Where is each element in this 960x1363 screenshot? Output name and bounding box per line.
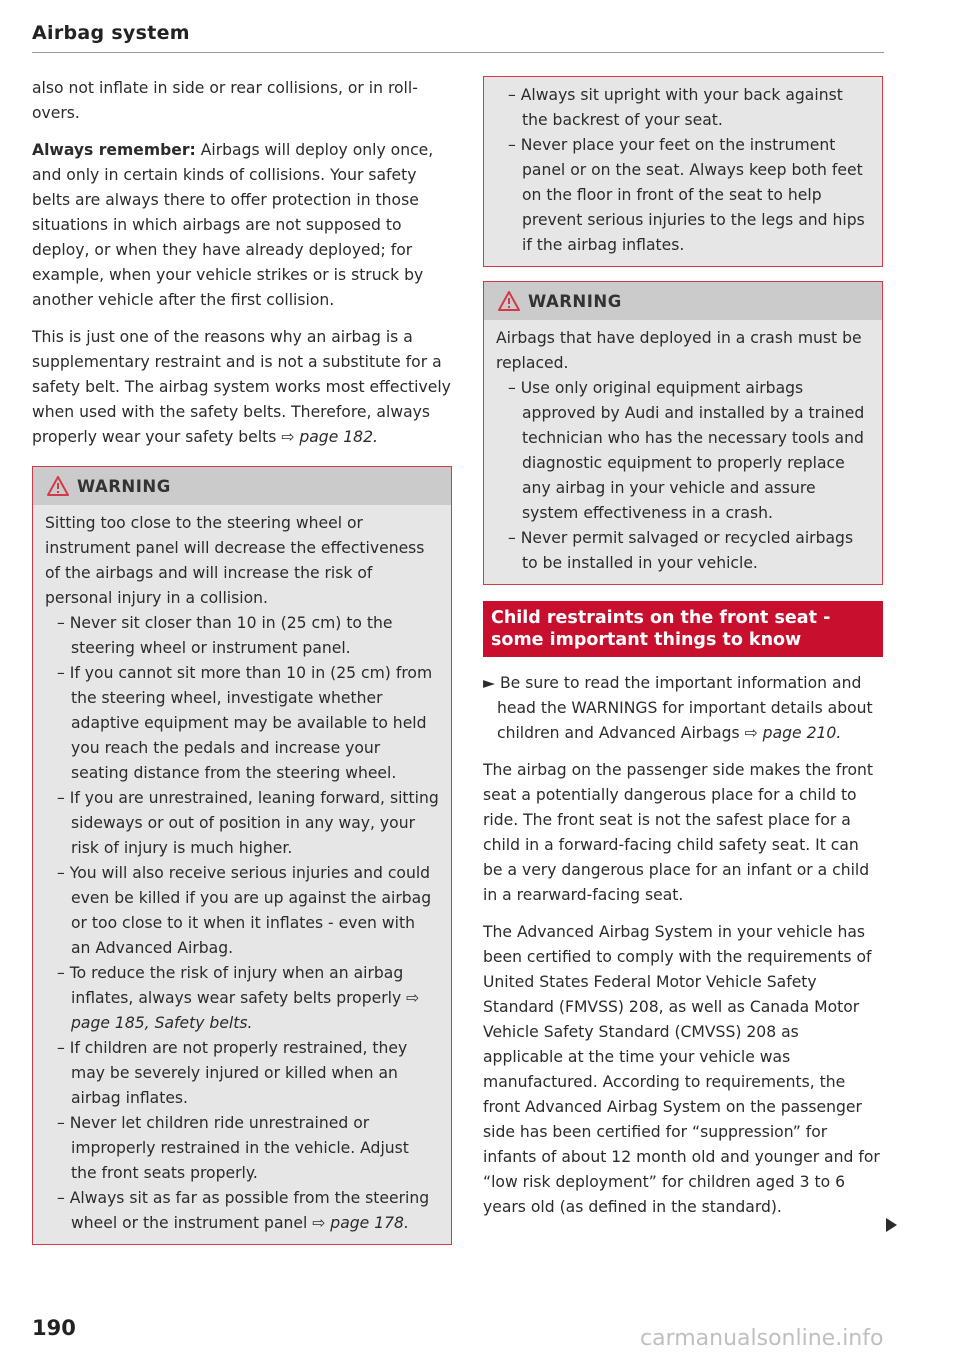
warning-header [484, 282, 882, 320]
warning-title: WARNING [77, 476, 171, 496]
warning-box-seating [32, 466, 452, 1245]
continue-arrow-icon [886, 1218, 897, 1232]
section-heading-child-restraints: Child restraints on the front seat - some important things to know [483, 601, 883, 657]
paragraph-advanced-airbag: The Advanced Airbag System in your vehicle has been certified to comply with the requirements of United States Federal Motor Vehicle Safety Standard (FMVSS) 208, as well as Canada Motor Vehicle Safety Standard (CMVSS) 208 as applicable at the time your vehicle was manufactured. According to requirements, the front Advanced Airbag System on the passenger side has been certified for “suppression” for infants of about 12 month old and younger and for “low risk deployment” for children aged 3 to 6 years old (as defined in the standard). [483, 923, 880, 1216]
warning-item: – Always sit upright with your back against the backrest of your seat. [508, 86, 843, 129]
warning-item [45, 961, 439, 1036]
warning-item-text: – Always sit as far as possible from the steering wheel or the instrument panel [57, 1189, 430, 1232]
warning-body-continued [484, 77, 882, 266]
bullet-text: ► Be sure to read the important information and head the WARNINGS for important details about children and Advanced Airbags [483, 674, 873, 742]
page-header [32, 22, 884, 53]
warning-box-deployed [483, 281, 883, 585]
warning-body [484, 320, 882, 584]
warning-item: – Never let children ride unrestrained or improperly restrained in the vehicle. Adjust the front seats properly. [57, 1114, 409, 1182]
intro-paragraph: also not inflate in side or rear collisions, or in roll-overs. [32, 79, 418, 122]
warning-item: – Never sit closer than 10 in (25 cm) to the steering wheel or instrument panel. [57, 614, 393, 657]
page-link-185[interactable]: ⇨ page 185, Safety belts. [71, 989, 420, 1032]
page-link-210[interactable]: ⇨ page 210. [744, 724, 842, 742]
page-link-182[interactable]: ⇨ page 182. [281, 428, 378, 446]
watermark: carmanualsonline.info [640, 1326, 884, 1351]
remember-text: Airbags will deploy only once, and only in certain kinds of collisions. Your safety belts are always there to offer protection in those situations in which airbags are not supposed to deploy, or when they have already deployed; for example, when your vehicle strikes or is struck by another vehicle after the first collision. [32, 141, 434, 309]
warning-item: – You will also receive serious injuries and could even be killed if you are up against the airbag or too close to it when it inflates - even with an Advanced Airbag. [57, 864, 432, 957]
page-number: 190 [32, 1316, 76, 1340]
remember-label: Always remember: [32, 141, 196, 159]
warning-body [33, 505, 451, 1244]
warning-item: – Never place your feet on the instrument panel or on the seat. Always keep both feet on the floor in front of the seat to help prevent serious injuries to the legs and hips if the airbag inflates. [508, 136, 865, 254]
warning-triangle-icon [498, 291, 520, 311]
warning-item: – If you are unrestrained, leaning forward, sitting sideways or out of position in any way, your risk of injury is much higher. [57, 789, 439, 857]
warning-item: – If children are not properly restrained, they may be severely injured or killed when an airbag inflates. [57, 1039, 408, 1107]
bullet-instruction [483, 671, 883, 746]
reasons-paragraph [32, 325, 452, 450]
warning-header [33, 467, 451, 505]
warning-item: – Use only original equipment airbags approved by Audi and installed by a trained technician who has the necessary tools and diagnostic equipment to properly replace any airbag in your vehicle and assure system effectiveness in a crash. [508, 379, 865, 522]
warning-box-continued [483, 76, 883, 267]
warning-intro: Sitting too close to the steering wheel or instrument panel will decrease the effectiveness of the airbags and will increase the risk of personal injury in a collision. [45, 514, 425, 607]
warning-intro: Airbags that have deployed in a crash must be replaced. [496, 329, 862, 372]
warning-triangle-icon [47, 476, 69, 496]
right-column [483, 76, 883, 1232]
warning-item: – If you cannot sit more than 10 in (25 cm) from the steering wheel, investigate whether adaptive equipment may be available to held you reach the pedals and increase your seating distance from the steering wheel. [57, 664, 433, 782]
reasons-text: This is just one of the reasons why an airbag is a supplementary restraint and is not a substitute for a safety belt. The airbag system works most effectively when used with the safety belts. Therefore, always properly wear your safety belts [32, 328, 451, 446]
remember-paragraph [32, 138, 452, 313]
paragraph-front-seat: The airbag on the passenger side makes the front seat a potentially dangerous place for a child to ride. The front seat is not the safest place for a child in a forward-facing child safety seat. It can be a very dangerous place for an infant or a child in a rearward-facing seat. [483, 761, 873, 904]
warning-item [45, 1186, 439, 1236]
left-column [32, 76, 452, 1259]
warning-item-text: – To reduce the risk of injury when an airbag inflates, always wear safety belts properly [57, 964, 407, 1007]
section-title: Airbag system [32, 22, 190, 44]
page-link-178[interactable]: ⇨ page 178. [312, 1214, 409, 1232]
warning-title: WARNING [528, 291, 622, 311]
warning-item: – Never permit salvaged or recycled airbags to be installed in your vehicle. [508, 529, 854, 572]
